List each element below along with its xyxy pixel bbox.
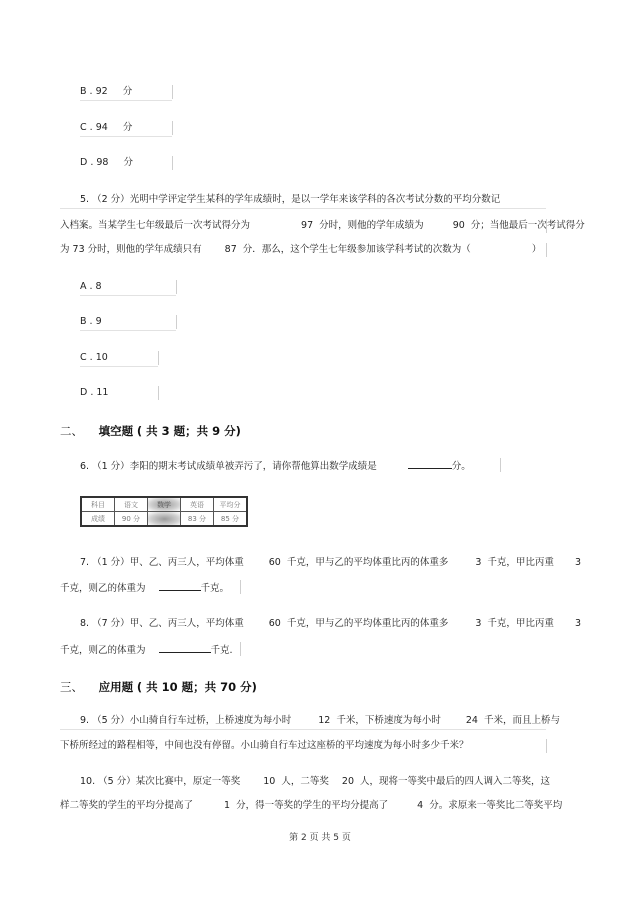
answer-blank[interactable] (159, 580, 201, 591)
divider (176, 280, 177, 294)
q4-option-c: C . 94 分 (80, 122, 133, 133)
q5-line-2: 入档案。当某学生七年级最后一次考试得分为 97 分时，则他的学年成绩为 90 分；当他最后一次考试得分 (60, 220, 585, 231)
q9-line-1: 9. （5 分）小山骑自行车过桥，上桥速度为每小时 12 千米，下桥速度为每小时 24 千米，而且上桥与 (80, 715, 560, 726)
table-row: 成绩 90 分 83 分 85 分 (81, 512, 247, 527)
divider (546, 739, 547, 753)
q10-line-2: 样二等奖的学生的平均分提高了 1 分，得一等奖的学生的平均分提高了 4 分。求原来一等奖比二等奖平均 (60, 800, 563, 811)
divider (176, 315, 177, 329)
section-heading-fill-in: 二、 填空题 ( 共 3 题；共 9 分) (60, 424, 241, 438)
answer-blank[interactable] (408, 458, 452, 469)
q8-line-2: 千克，则乙的体重为 千克. (60, 642, 233, 658)
divider (80, 100, 172, 101)
q5-option-c: C . 10 (80, 352, 108, 363)
divider (80, 330, 176, 331)
q8-line-1: 8. （7 分）甲、乙、丙三人，平均体重 60 千克，甲与乙的平均体重比丙的体重多 3 千克，甲比丙重 3 (80, 618, 582, 629)
q5-option-a: A . 8 (80, 281, 102, 292)
divider (158, 351, 159, 365)
divider (240, 642, 241, 656)
q5-line-1: 5. （2 分）光明中学评定学生某科的学年成绩时，是以一学年来该学科的各次考试分数的平均分数记 (80, 194, 501, 205)
divider (60, 729, 546, 730)
divider (80, 136, 172, 137)
q5-option-b: B . 9 (80, 316, 102, 327)
divider (60, 208, 546, 209)
q5-line-3: 为 73 分时，则他的学年成绩只有 87 分．那么，这个学生七年级参加该学科考试的次数为（ ） (60, 244, 542, 255)
divider (172, 156, 173, 170)
divider (80, 295, 176, 296)
q4-option-b: B . 92 分 (80, 86, 133, 97)
q6-text: 6. （1 分）李阳的期末考试成绩单被弄污了，请你帮他算出数学成绩是 分。 (80, 458, 471, 474)
divider (500, 458, 501, 472)
divider (172, 85, 173, 99)
table-row: 科目 语文 数学 英语 平均分 (81, 497, 247, 512)
divider (240, 580, 241, 594)
divider (158, 386, 159, 400)
q5-option-d: D . 11 (80, 387, 109, 398)
divider (80, 366, 158, 367)
divider (172, 121, 173, 135)
score-report-table (80, 496, 248, 527)
q4-option-d: D . 98 分 (80, 157, 134, 168)
page-footer: 第 2 页 共 5 页 (289, 833, 351, 843)
q7-line-1: 7. （1 分）甲、乙、丙三人，平均体重 60 千克，甲与乙的平均体重比丙的体重多 3 千克，甲比丙重 3 (80, 557, 582, 568)
q10-line-1: 10. （5 分）某次比赛中，原定一等奖 10 人，二等奖 20 人，现将一等奖中最后的四人调入二等奖，这 (80, 776, 551, 787)
stained-cell (148, 512, 181, 527)
divider (546, 219, 547, 233)
q9-line-2: 下桥所经过的路程相等，中间也没有停留。小山骑自行车过这座桥的平均速度为每小时多少千米？ (60, 740, 469, 751)
answer-blank[interactable] (159, 642, 211, 653)
q7-line-2: 千克，则乙的体重为 千克。 (60, 580, 229, 596)
divider (546, 243, 547, 257)
section-heading-application: 三、 应用题 ( 共 10 题；共 70 分) (60, 680, 257, 694)
